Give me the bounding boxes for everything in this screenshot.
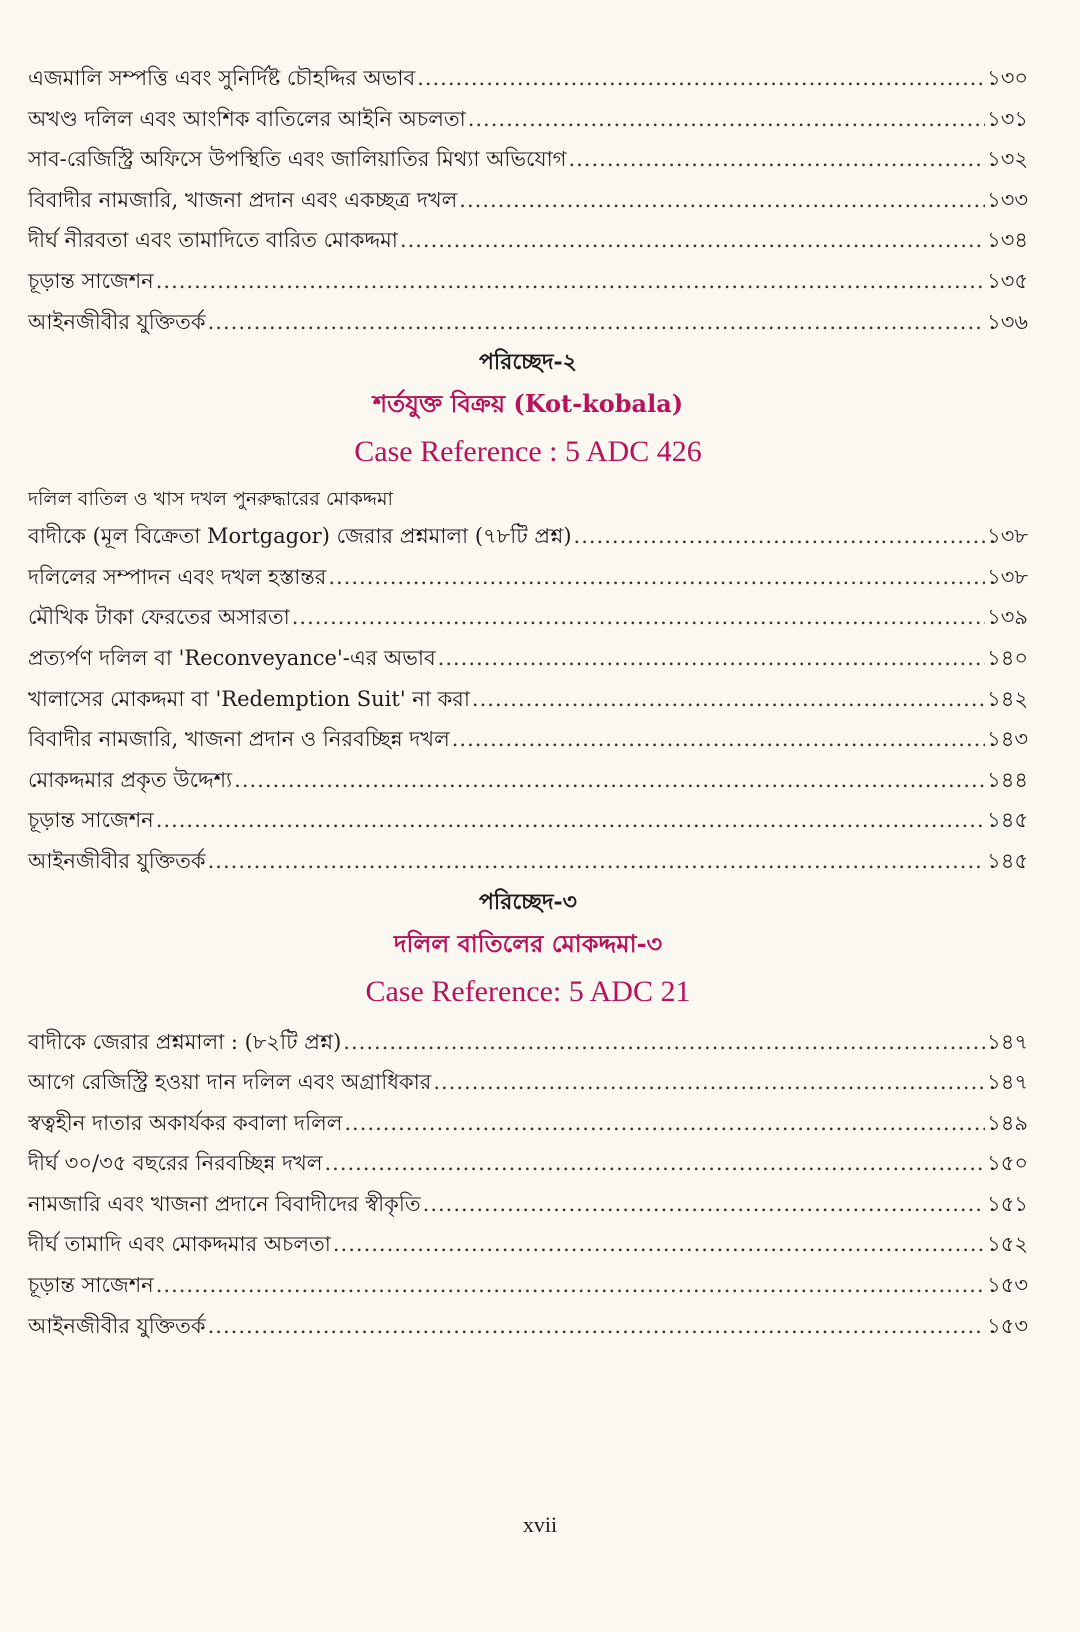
toc-entry	[28, 302, 1028, 343]
chapter-label: পরিচ্ছেদ-৩	[479, 888, 577, 915]
toc-entry-page: ১৩৮	[987, 524, 1028, 549]
toc-entry	[28, 1224, 1028, 1265]
toc-entry-title: অখণ্ড দলিল এবং আংশিক বাতিলের আইনি অচলতা	[28, 106, 466, 131]
toc-leader-dots	[208, 302, 985, 343]
toc-entry-page: ১৪৫	[987, 808, 1028, 833]
toc-entry-title: আইনজীবীর যুক্তিতর্ক	[28, 309, 206, 334]
chapter-2	[28, 342, 1028, 881]
toc-entry-page: ১৩৩	[987, 187, 1028, 212]
toc-leader-dots	[156, 1265, 985, 1306]
toc-leader-dots	[156, 261, 985, 302]
toc-entry-page: ১৩১	[987, 106, 1028, 131]
toc-entry	[28, 1265, 1028, 1306]
toc-leader-dots	[343, 1022, 985, 1063]
toc-entry-page: ১৪৫	[987, 848, 1028, 873]
toc-entry-title: চূড়ান্ত সাজেশন	[28, 268, 154, 293]
toc-entry-page: ১৫০	[987, 1151, 1028, 1176]
toc-entry	[28, 99, 1028, 140]
chapter-3	[28, 882, 1028, 1347]
toc-entry	[28, 841, 1028, 882]
toc-entry-page: ১৫৩	[987, 1273, 1028, 1298]
toc-leader-dots	[433, 1062, 985, 1103]
toc-leader-dots	[568, 139, 985, 180]
toc-entry-title: প্রত্যর্পণ দলিল বা 'Reconveyance'-এর অভাব	[28, 645, 436, 670]
toc-entry	[28, 1184, 1028, 1225]
toc-entry-title: খালাসের মোকদ্দমা বা 'Redemption Suit' না করা	[28, 686, 470, 711]
toc-entry-title: মৌখিক টাকা ফেরতের অসারতা	[28, 605, 290, 630]
toc-leader-dots	[468, 99, 985, 140]
toc-leader-dots	[156, 800, 985, 841]
toc-leader-dots	[574, 516, 986, 557]
toc-entry-title: স্বত্বহীন দাতার অকার্যকর কবালা দলিল	[28, 1110, 343, 1135]
toc-entry	[28, 180, 1028, 221]
toc-entry	[28, 1143, 1028, 1184]
toc-entry-title: এজমালি সম্পত্তি এবং সুনির্দিষ্ট চৌহদ্দির অভাব	[28, 66, 416, 90]
section-note: দলিল বাতিল ও খাস দখল পুনরুদ্ধারের মোকদ্দমা	[28, 488, 394, 511]
toc-entry	[28, 800, 1028, 841]
toc-leader-dots	[438, 638, 985, 679]
toc-entry-page: ১৪৭	[987, 1029, 1028, 1054]
toc-leader-dots	[452, 719, 985, 760]
toc-leader-dots	[333, 1224, 985, 1265]
toc-leader-dots	[472, 679, 985, 720]
toc-leader-dots	[324, 1143, 985, 1184]
toc-entry-title: দীর্ঘ তামাদি এবং মোকদ্দমার অচলতা	[28, 1232, 331, 1257]
toc-entry-title: বাদীকে (মূল বিক্রেতা Mortgagor) জেরার প্রশ্নমালা (৭৮টি প্রশ্ন)	[28, 524, 572, 549]
toc-entry	[28, 1306, 1028, 1347]
toc-entry-page: ১৪৩	[987, 727, 1028, 752]
toc-leader-dots	[208, 1306, 985, 1347]
toc-leader-dots	[423, 1184, 985, 1225]
toc-leader-dots	[208, 841, 985, 882]
page-number: xvii	[522, 1512, 558, 1537]
toc-entry-page: ১৫২	[987, 1232, 1028, 1257]
chapter-title: দলিল বাতিলের মোকদ্দমা-৩	[393, 928, 663, 958]
toc-entry-title: আইনজীবীর যুক্তিতর্ক	[28, 1313, 206, 1338]
toc-entry-title: বিবাদীর নামজারি, খাজনা প্রদান ও নিরবচ্ছিন্ন দখল	[28, 727, 450, 752]
toc-entry-title: দীর্ঘ নীরবতা এবং তামাদিতে বারিত মোকদ্দমা	[28, 228, 398, 253]
toc-entry-title: দলিলের সম্পাদন এবং দখল হস্তান্তর	[28, 564, 327, 589]
toc-entry-page: ১৩৮	[987, 564, 1028, 589]
toc-leader-dots	[417, 58, 985, 99]
toc-entry	[28, 597, 1028, 638]
toc-entry	[28, 58, 1028, 99]
chapter-label: পরিচ্ছেদ-২	[479, 349, 577, 376]
toc-entry	[28, 557, 1028, 598]
toc-leader-dots	[459, 180, 985, 221]
toc-entry-page: ১৪৭	[987, 1070, 1028, 1095]
toc-entry-page: ১৩৪	[987, 228, 1028, 253]
toc-entry-title: দীর্ঘ ৩০/৩৫ বছরের নিরবচ্ছিন্ন দখল	[28, 1151, 323, 1176]
toc-entry-page: ১৩০	[987, 66, 1028, 90]
case-reference: Case Reference : 5 ADC 426	[354, 435, 702, 469]
toc-entry	[28, 1062, 1028, 1103]
toc-entry	[28, 1022, 1028, 1063]
toc-entry	[28, 679, 1028, 720]
toc-entry-page: ১৪০	[987, 645, 1028, 670]
toc-entry-title: বাদীকে জেরার প্রশ্নমালা : (৮২টি প্রশ্ন)	[28, 1029, 342, 1054]
toc-page	[28, 58, 1028, 1346]
toc-entry-page: ১৩৬	[987, 309, 1028, 334]
toc-entry-page: ১৪৪	[987, 767, 1028, 792]
toc-entry-title: আগে রেজিস্ট্রি হওয়া দান দলিল এবং অগ্রাধিকার	[28, 1070, 432, 1095]
toc-entry	[28, 638, 1028, 679]
toc-entry	[28, 261, 1028, 302]
toc-entry-page: ১৪৯	[987, 1110, 1028, 1135]
toc-entry	[28, 760, 1028, 801]
toc-entry	[28, 1103, 1028, 1144]
toc-leader-dots	[292, 597, 985, 638]
toc-entry-page: ১৩২	[987, 147, 1028, 172]
toc-entry-title: সাব-রেজিস্ট্রি অফিসে উপস্থিতি এবং জালিয়াতির মিথ্যা অভিযোগ	[28, 147, 567, 172]
toc-entry	[28, 719, 1028, 760]
toc-entry-title: নামজারি এবং খাজনা প্রদানে বিবাদীদের স্বীকৃতি	[28, 1191, 421, 1216]
toc-entry-page: ১৩৯	[987, 605, 1028, 630]
toc-entry-title: আইনজীবীর যুক্তিতর্ক	[28, 848, 206, 873]
toc-entry-title: বিবাদীর নামজারি, খাজনা প্রদান এবং একচ্ছত্র দখল	[28, 187, 458, 212]
case-reference: Case Reference: 5 ADC 21	[365, 974, 691, 1008]
toc-entry-title: মোকদ্দমার প্রকৃত উদ্দেশ্য	[28, 767, 233, 792]
toc-entry	[28, 139, 1028, 180]
chapter-title: শর্তযুক্ত বিক্রয় (Kot-kobala)	[372, 389, 684, 419]
toc-leader-dots	[328, 557, 985, 598]
toc-entry-page: ১৪২	[987, 686, 1028, 711]
toc-entry-page: ১৫৩	[987, 1313, 1028, 1338]
toc-entry-page: ১৫১	[987, 1191, 1028, 1216]
toc-section-1	[28, 58, 1028, 342]
toc-entry-title: চূড়ান্ত সাজেশন	[28, 1273, 154, 1298]
toc-entry	[28, 516, 1028, 557]
toc-entry-page: ১৩৫	[987, 268, 1028, 293]
toc-leader-dots	[344, 1103, 985, 1144]
toc-entry-title: চূড়ান্ত সাজেশন	[28, 808, 154, 833]
toc-entry	[28, 220, 1028, 261]
toc-leader-dots	[234, 760, 985, 801]
toc-leader-dots	[400, 220, 985, 261]
